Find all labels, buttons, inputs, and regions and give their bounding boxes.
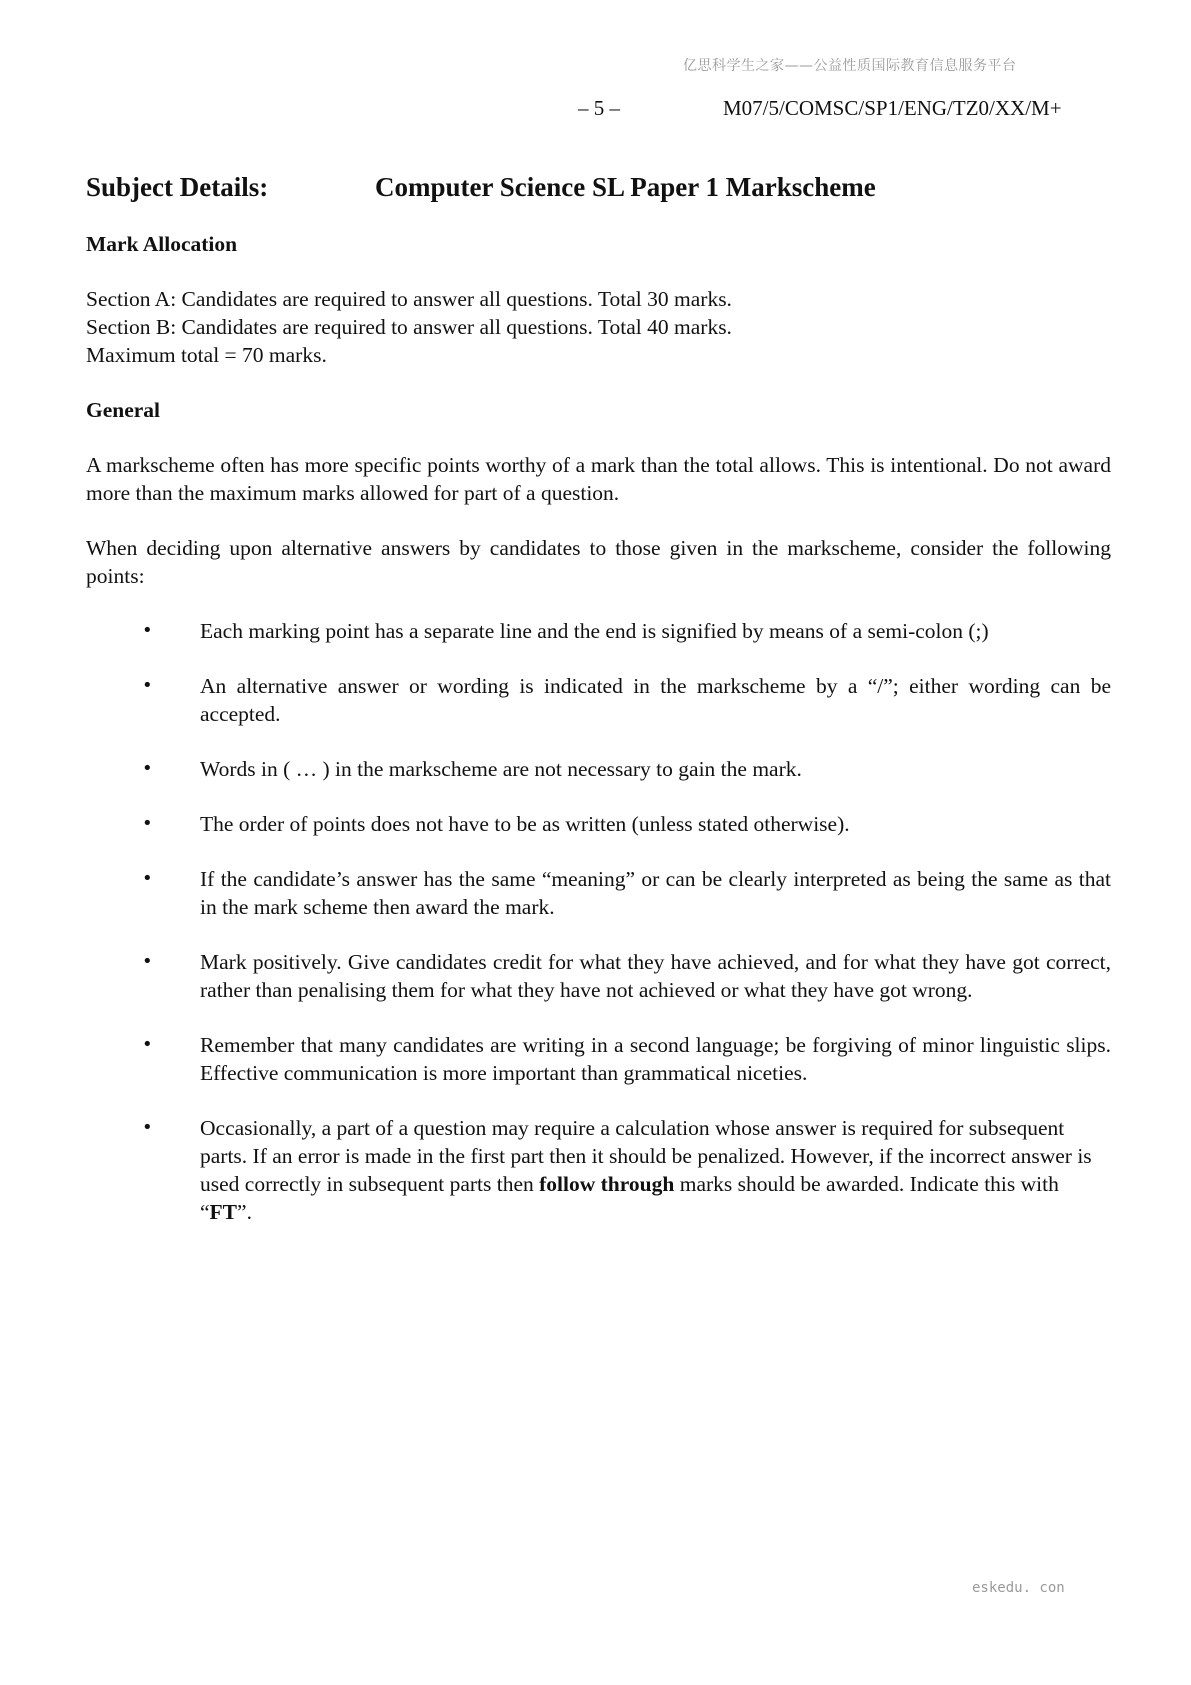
ft-bold: FT <box>209 1200 238 1224</box>
bullet-icon: • <box>142 675 153 696</box>
subject-label: Subject Details: <box>86 172 269 202</box>
bullet-icon: • <box>142 620 153 641</box>
section-a-allocation: Section A: Candidates are required to answer all questions. Total 30 marks. <box>86 287 732 311</box>
list-item-text: Remember that many candidates are writing in a second language; be forgiving of minor linguistic slips. Effective communication is more important than grammatical niceties. <box>200 1033 1111 1085</box>
general-paragraph-1: A markscheme often has more specific points worthy of a mark than the total allows. This is intentional. Do not award more than the maximum marks allowed for part of a question. <box>86 453 1111 505</box>
list-item-text <box>200 1116 1092 1224</box>
list-item-text: The order of points does not have to be as written (unless stated otherwise). <box>200 812 850 836</box>
bullet-icon: • <box>142 813 153 834</box>
page-number: – 5 – <box>578 96 620 120</box>
general-heading: General <box>86 398 161 422</box>
section-b-allocation: Section B: Candidates are required to answer all questions. Total 40 marks. <box>86 315 732 339</box>
list-item <box>86 810 1111 838</box>
mark-allocation-heading: Mark Allocation <box>86 232 238 256</box>
general-paragraph-2: When deciding upon alternative answers by candidates to those given in the markscheme, consider the following points: <box>86 536 1111 588</box>
subject-title: Computer Science SL Paper 1 Markscheme <box>375 172 876 202</box>
mark-allocation-block <box>86 285 1111 369</box>
list-item-text: If the candidate’s answer has the same “meaning” or can be clearly interpreted as being the same as that in the mark scheme then award the mark. <box>200 867 1111 919</box>
bullet-icon: • <box>142 758 153 779</box>
list-item <box>86 672 1111 728</box>
maximum-total: Maximum total = 70 marks. <box>86 343 327 367</box>
watermark-top: 亿思科学生之家——公益性质国际教育信息服务平台 <box>683 58 1017 74</box>
document-code: M07/5/COMSC/SP1/ENG/TZ0/XX/M+ <box>723 96 1062 120</box>
follow-through-text-3: ”. <box>237 1200 252 1224</box>
list-item-text: Mark positively. Give candidates credit for what they have achieved, and for what they have got correct, rather than penalising them for what they have not achieved or what they have got wrong. <box>200 950 1111 1002</box>
follow-through-text-2: marks should be awarded. Indicate this with “ <box>200 1172 1059 1224</box>
watermark-bottom: eskedu. con <box>972 1580 1065 1596</box>
list-item-text: An alternative answer or wording is indicated in the markscheme by a “/”; either wording can be accepted. <box>200 674 1111 726</box>
follow-through-text-1: Occasionally, a part of a question may require a calculation whose answer is required for subsequent parts. If an error is made in the first part then it should be penalized. However, if the incorrect answer is used correctly in subsequent parts then <box>200 1116 1092 1196</box>
list-item-text: Words in ( … ) in the markscheme are not necessary to gain the mark. <box>200 757 802 781</box>
marking-points-list <box>86 617 1111 1226</box>
bullet-icon: • <box>142 1117 153 1138</box>
list-item <box>86 1031 1111 1087</box>
list-item <box>86 865 1111 921</box>
list-item <box>86 755 1111 783</box>
page-content <box>86 230 1111 1253</box>
bullet-icon: • <box>142 951 153 972</box>
list-item <box>86 617 1111 645</box>
bullet-icon: • <box>142 868 153 889</box>
list-item <box>86 948 1111 1004</box>
list-item <box>86 1114 1111 1226</box>
list-item-text: Each marking point has a separate line and the end is signified by means of a semi-colon (;) <box>200 619 989 643</box>
follow-through-bold: follow through <box>539 1172 675 1196</box>
bullet-icon: • <box>142 1034 153 1055</box>
